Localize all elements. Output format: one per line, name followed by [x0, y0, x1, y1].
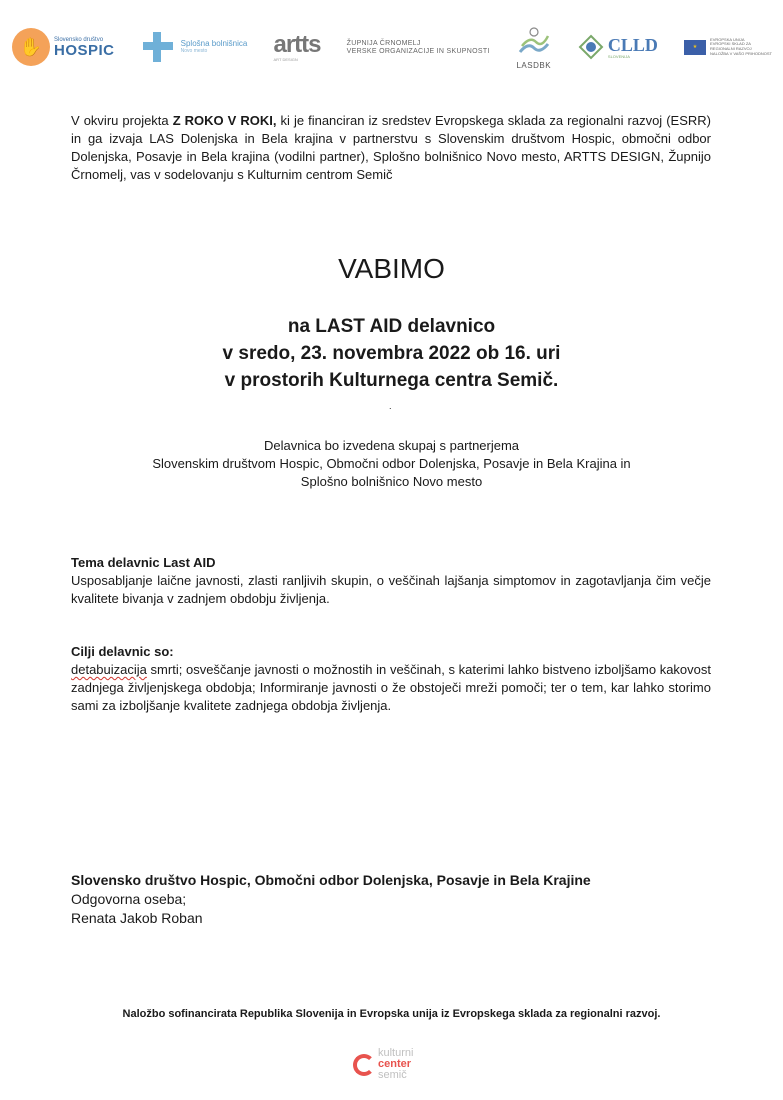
- hospital-cross-icon: [141, 32, 177, 62]
- splosna-bolnisnica-logo: [141, 32, 248, 62]
- hospic-logo: [12, 28, 115, 66]
- zupnija-line2: VERSKE ORGANIZACIJE IN SKUPNOSTI: [346, 47, 490, 55]
- hospic-logo-text: HOSPIC: [54, 41, 115, 59]
- clld-logo: [578, 34, 658, 60]
- event-line3: v prostorih Kulturnega centra Semič.: [224, 370, 559, 391]
- partners-line3: Splošno bolnišnico Novo mesto: [300, 474, 483, 489]
- las-wave-icon: [516, 24, 552, 60]
- intro-part1: V okviru projekta: [71, 113, 173, 128]
- las-logo-text: LASDBK: [516, 61, 552, 70]
- sb-logo-line1: Splošna bolnišnica: [180, 38, 248, 48]
- invitation-heading: VABIMO: [338, 253, 445, 284]
- spellcheck-word: detabuizacija: [71, 662, 147, 677]
- zupnija-logo: [347, 40, 490, 55]
- intro-part2: ki je financiran iz sredstev Evropskega sklada za regionalni razvoj (ESRR) in ga izvaja LAS Dolenjska in Bela krajina v partnerstvu s Slovenskim društvom Hospic, območni odbor Dolenjska, Posavje in Bela krajina (vodilni partner), Splošno bolnišnico Novo mesto, ARTTS DESIGN, Župnijo Črnomelj, vas v sodelovanju s Kulturnim centrom Semič: [71, 113, 711, 182]
- cilji-text-block: [71, 661, 711, 715]
- intro-project-name: Z ROKO V ROKI,: [172, 113, 277, 128]
- kulturni-center-c-icon: [353, 1054, 375, 1076]
- partners-line2: Slovenskim društvom Hospic, Območni odbor Dolenjska, Posavje in Bela Krajina in: [152, 456, 631, 471]
- partners-line1: Delavnica bo izvedena skupaj s partnerjema: [263, 438, 520, 453]
- hospic-hands-icon: ✋: [12, 28, 50, 66]
- eu-line1: EVROPSKA UNIJA: [710, 36, 745, 42]
- artts-logo-text: artts: [273, 30, 321, 58]
- tema-heading: Tema delavnic Last AID: [71, 555, 216, 570]
- stray-dot: .: [389, 401, 392, 411]
- cilji-heading: Cilji delavnic so:: [71, 644, 174, 659]
- eu-flag-icon: ★: [684, 40, 706, 55]
- tema-text: Usposabljanje laične javnosti, zlasti ranljivih skupin, o veščinah lajšanja simptomov in zagotavljanja čim večje kvalitete bivanja v zadnjem obdobju življenja.: [71, 573, 711, 606]
- kc-mid: center: [378, 1058, 412, 1070]
- logo-bar: [12, 16, 772, 78]
- eu-line3: REGIONALNI RAZVOJ: [710, 46, 752, 51]
- kc-top: kulturni: [378, 1047, 414, 1059]
- eu-line4: NALOŽBA V VAŠO PRIHODNOST: [710, 50, 772, 56]
- clld-emblem-icon: [578, 34, 604, 60]
- signature-block: [71, 871, 591, 928]
- tema-section: [71, 554, 711, 608]
- artts-logo-small: ART DESIGN: [273, 56, 298, 62]
- event-line1: na LAST AID delavnico: [287, 316, 496, 337]
- funding-footer: Naložbo sofinancirata Republika Slovenija in Evropska unija iz Evropskega sklada za regionalni razvoj.: [122, 1008, 661, 1020]
- las-logo: [516, 24, 552, 70]
- cilji-section: [71, 643, 711, 715]
- eu-logo: [684, 38, 772, 56]
- cilji-text: smrti; osveščanje javnosti o možnostih in veščinah, s katerimi lahko bistveno izboljšamo kakovost zadnjega življenjskega obdobja; Informiranje javnosti o že obstoječi mreži pomoči; ter o tem, kar lahko storimo sami za izboljšanje kvalitete zadnjega obdobja življenja.: [71, 662, 711, 713]
- event-details: [0, 313, 783, 394]
- zupnija-line1: ŽUPNIJA ČRNOMELJ: [346, 39, 421, 47]
- clld-logo-sub: SLOVENIJA: [607, 53, 630, 59]
- partners-block: [0, 437, 783, 491]
- intro-paragraph: [71, 112, 711, 184]
- kc-bottom: semič: [378, 1069, 407, 1081]
- clld-logo-text: CLLD: [607, 34, 658, 55]
- kulturni-center-logo: [353, 1048, 413, 1081]
- sb-logo-line2: Novo mesto: [180, 47, 208, 54]
- signature-name: Renata Jakob Roban: [71, 910, 203, 926]
- eu-line2: EVROPSKI SKLAD ZA: [710, 41, 751, 47]
- hospic-logo-small: Slovensko društvo: [54, 36, 104, 43]
- artts-logo: [273, 30, 321, 62]
- signature-org: Slovensko društvo Hospic, Območni odbor Dolenjska, Posavje in Bela Krajine: [71, 872, 591, 888]
- signature-role: Odgovorna oseba;: [71, 891, 187, 907]
- event-line2: v sredo, 23. novembra 2022 ob 16. uri: [222, 343, 561, 364]
